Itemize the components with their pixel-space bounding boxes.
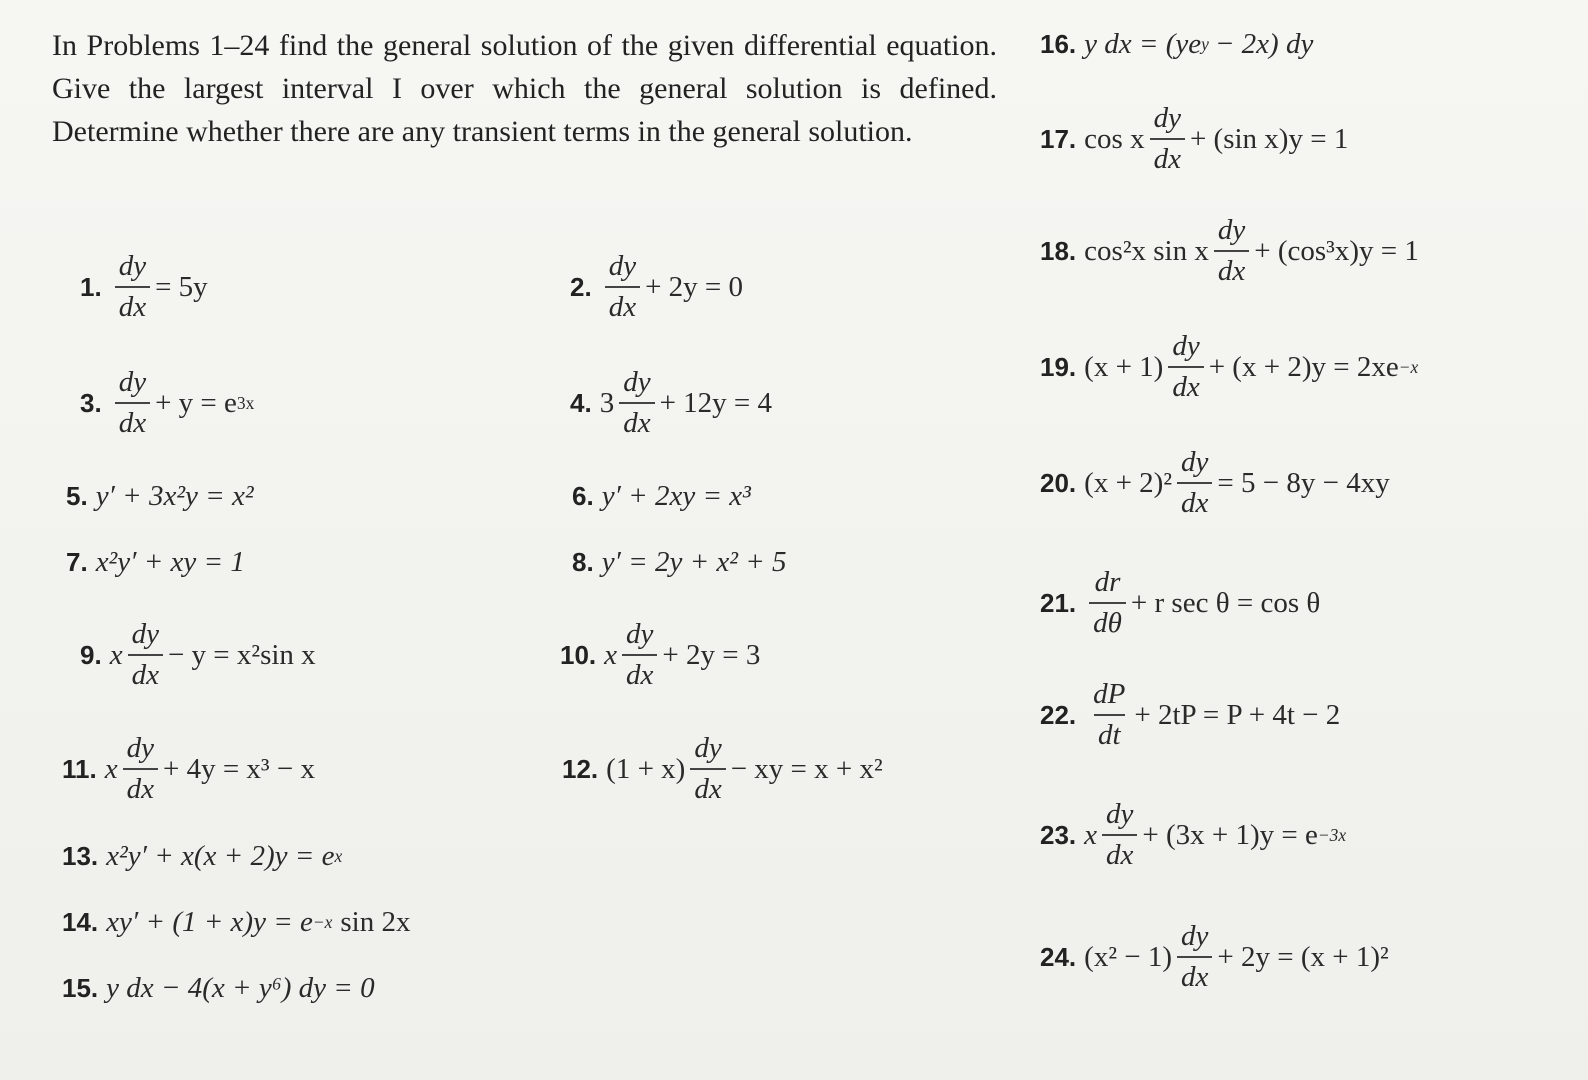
problem-15	[62, 972, 375, 1005]
equation-rest: + (cos³x)y = 1	[1254, 234, 1419, 267]
denominator: dx	[1177, 956, 1212, 992]
equation-rest: = 5y	[155, 270, 208, 303]
equation-rest: + 12y = 4	[659, 386, 773, 419]
problem-number: 10.	[560, 639, 597, 670]
denominator: dx	[605, 286, 640, 322]
derivative-fraction	[1177, 448, 1212, 518]
numerator: dy	[118, 250, 147, 282]
equation-rest: + y = e	[155, 386, 237, 419]
problem-number: 6.	[572, 481, 594, 511]
problem-number: 18.	[1040, 235, 1077, 266]
problem-number: 4.	[570, 387, 592, 418]
problem-number: 8.	[572, 547, 594, 577]
equation-prefix: x	[604, 638, 618, 671]
problem-1	[80, 252, 208, 322]
equation-rest: + 2y = 3	[662, 638, 761, 671]
problem-7	[66, 546, 245, 579]
equation-prefix: (x + 2)²	[1084, 466, 1173, 499]
denominator: dx	[1102, 834, 1137, 870]
numerator: dr	[1094, 566, 1121, 598]
problem-number: 7.	[66, 547, 88, 577]
equation-prefix: (1 + x)	[606, 752, 686, 785]
problem-number: 12.	[562, 753, 599, 784]
equation-rest: + 4y = x³ − x	[162, 752, 315, 785]
numerator: dy	[694, 732, 722, 764]
denominator: dx	[622, 654, 657, 690]
problem-number: 24.	[1040, 941, 1077, 972]
problem-number: 17.	[1040, 123, 1077, 154]
derivative-fraction	[1168, 332, 1203, 402]
problem-instructions: In Problems 1–24 find the general solution of the given differential equation. Give the largest interval I over which the general solution is defined. Determine whether there are any transient terms in the general solution.	[52, 29, 997, 148]
numerator: dy	[118, 366, 147, 398]
equation-rest: + 2y = 0	[645, 270, 744, 303]
problem-16	[1040, 28, 1313, 61]
problem-17	[1040, 104, 1348, 174]
denominator: dx	[1150, 138, 1185, 174]
equation-prefix: cos²x sin x	[1084, 234, 1209, 267]
denominator: dx	[115, 286, 150, 322]
denominator: dx	[123, 768, 158, 804]
problem-number: 22.	[1040, 699, 1077, 730]
denominator: dx	[115, 402, 150, 438]
derivative-fraction	[1102, 800, 1137, 870]
problem-number: 23.	[1040, 819, 1077, 850]
numerator: dP	[1093, 678, 1126, 710]
problem-number: 21.	[1040, 587, 1077, 618]
equation-text: y dx = (ye	[1084, 28, 1202, 60]
problem-number: 2.	[570, 271, 592, 302]
problem-number: 13.	[62, 841, 99, 871]
derivative-fraction	[690, 734, 725, 804]
equation-tail: sin 2x	[340, 906, 411, 938]
numerator: dy	[1181, 920, 1209, 952]
numerator: dy	[1217, 214, 1246, 246]
problem-number: 3.	[80, 387, 102, 418]
derivative-fraction	[622, 620, 657, 690]
equation-rest: − xy = x + x²	[730, 752, 883, 785]
derivative-fraction	[115, 368, 150, 438]
equation-prefix: (x + 1)	[1084, 350, 1164, 383]
problem-23	[1040, 800, 1346, 870]
derivative-fraction	[619, 368, 654, 438]
equation-rest: = 5 − 8y − 4xy	[1217, 466, 1390, 499]
equation-text: xy′ + (1 + x)y = e	[106, 906, 313, 938]
problem-number: 9.	[80, 639, 102, 670]
problem-11	[62, 734, 315, 804]
problem-2	[570, 252, 743, 322]
problem-13	[62, 840, 342, 873]
equation-tail: − 2x) dy	[1214, 28, 1314, 60]
problem-number: 19.	[1040, 351, 1077, 382]
problem-9	[80, 620, 316, 690]
numerator: dy	[1106, 798, 1134, 830]
problem-10	[560, 620, 760, 690]
denominator: dx	[128, 654, 163, 690]
problem-number: 15.	[62, 973, 99, 1003]
equation-text: x²y′ + xy = 1	[95, 546, 245, 578]
problem-number: 20.	[1040, 467, 1077, 498]
problem-number: 1.	[80, 271, 102, 302]
exponent: x	[334, 846, 343, 866]
denominator: dx	[690, 768, 725, 804]
numerator: dy	[608, 250, 637, 282]
problem-5	[66, 480, 254, 513]
problem-19	[1040, 332, 1418, 402]
denominator: dθ	[1089, 602, 1126, 638]
equation-text: y dx − 4(x + y⁶) dy = 0	[106, 972, 375, 1004]
problem-14	[62, 906, 410, 939]
equation-prefix: 3	[599, 386, 615, 419]
denominator: dx	[1214, 250, 1249, 286]
equation-prefix: cos x	[1084, 122, 1145, 155]
problem-number: 16.	[1040, 29, 1077, 59]
exponent: y	[1201, 34, 1209, 54]
derivative-fraction	[123, 734, 158, 804]
equation-rest: + (3x + 1)y = e	[1142, 818, 1318, 851]
numerator: dy	[131, 618, 159, 650]
equation-text: y′ = 2y + x² + 5	[601, 546, 787, 578]
derivative-fraction	[115, 252, 150, 322]
problem-12	[562, 734, 883, 804]
problem-4	[570, 368, 772, 438]
numerator: dy	[623, 366, 651, 398]
numerator: dy	[1181, 446, 1209, 478]
denominator: dx	[1177, 482, 1212, 518]
problem-number: 14.	[62, 907, 99, 937]
denominator: dt	[1094, 714, 1125, 750]
derivative-fraction	[1150, 104, 1185, 174]
problem-8	[572, 546, 787, 579]
numerator: dy	[1153, 102, 1181, 134]
problem-24	[1040, 922, 1389, 992]
exponent: −x	[312, 912, 333, 932]
problem-18	[1040, 216, 1419, 286]
exponent: −x	[1398, 356, 1419, 377]
equation-rest: + (x + 2)y = 2xe	[1208, 350, 1399, 383]
equation-prefix: x	[1084, 818, 1098, 851]
derivative-fraction	[605, 252, 640, 322]
problem-number: 5.	[66, 481, 88, 511]
problem-21	[1040, 568, 1320, 638]
equation-rest: − y = x²sin x	[167, 638, 316, 671]
equation-text: x²y′ + x(x + 2)y = e	[106, 840, 335, 872]
equation-rest: + 2tP = P + 4t − 2	[1134, 698, 1341, 731]
problem-6	[572, 480, 751, 513]
denominator: dx	[1168, 366, 1203, 402]
derivative-fraction	[128, 620, 163, 690]
derivative-fraction	[1214, 216, 1249, 286]
denominator: dx	[619, 402, 654, 438]
problem-20	[1040, 448, 1390, 518]
derivative-fraction	[1089, 568, 1126, 638]
numerator: dy	[626, 618, 654, 650]
derivative-fraction	[1177, 922, 1212, 992]
numerator: dy	[1172, 330, 1200, 362]
equation-prefix: (x² − 1)	[1084, 940, 1173, 973]
equation-rest: + 2y = (x + 1)²	[1217, 940, 1389, 973]
exponent: −3x	[1317, 824, 1347, 845]
problem-3	[80, 368, 254, 438]
numerator: dy	[126, 732, 154, 764]
problem-number: 11.	[62, 753, 97, 784]
equation-prefix: x	[109, 638, 123, 671]
equation-rest: + (sin x)y = 1	[1189, 122, 1349, 155]
derivative-fraction	[1089, 680, 1129, 750]
equation-text: y′ + 3x²y = x²	[95, 480, 254, 512]
equation-rest: + r sec θ = cos θ	[1130, 586, 1321, 619]
problem-22	[1040, 680, 1340, 750]
equation-text: y′ + 2xy = x³	[601, 480, 751, 512]
exponent: 3x	[236, 392, 255, 413]
equation-prefix: x	[104, 752, 118, 785]
